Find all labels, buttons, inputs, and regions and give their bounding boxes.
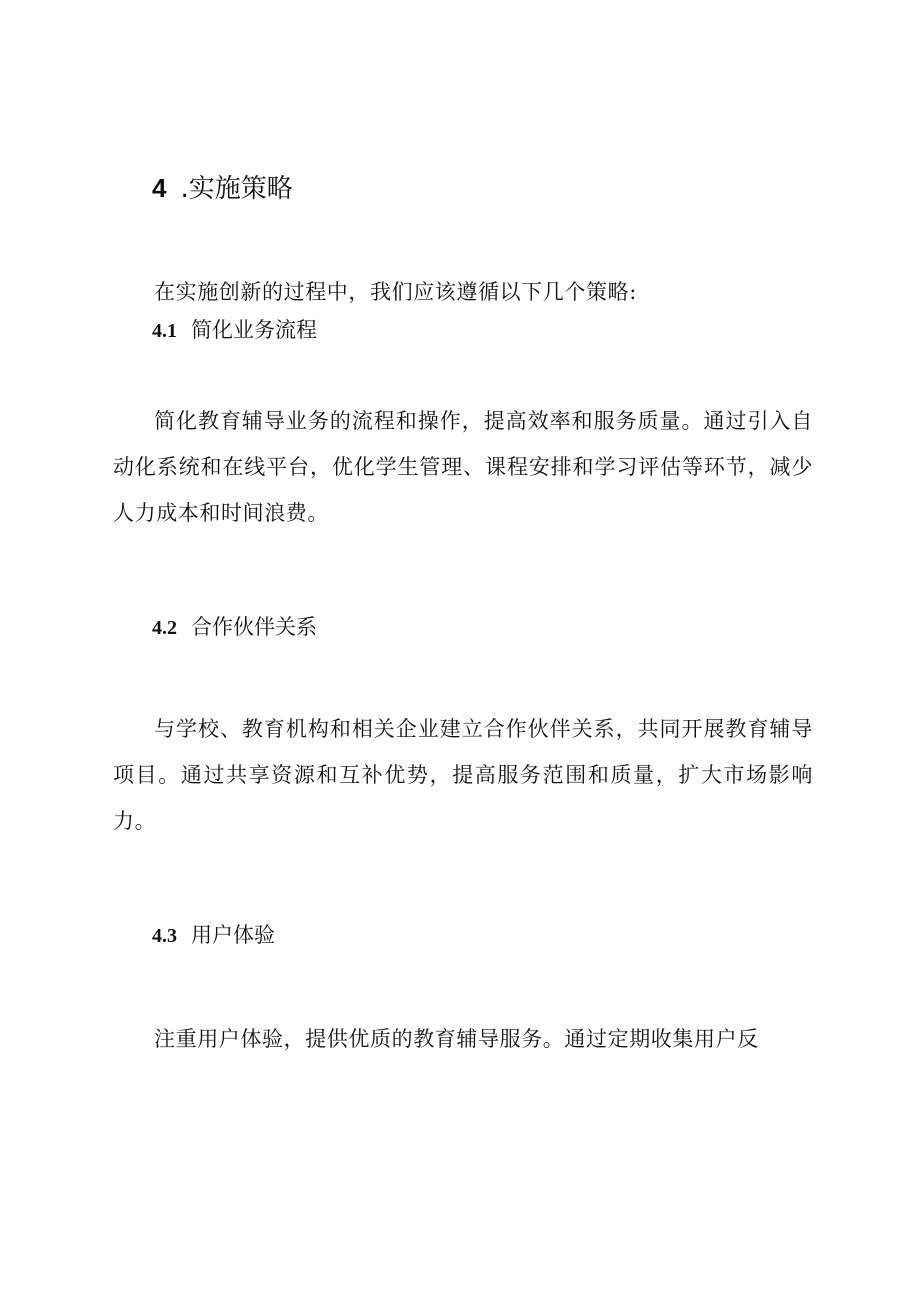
subsection-title: 用户体验 [191, 923, 275, 947]
section-title: .实施策略 [180, 174, 293, 204]
subsection-heading-4-3 [152, 920, 275, 951]
subsection-number: 4.1 [152, 320, 177, 342]
intro-paragraph: 在实施创新的过程中，我们应该遵循以下几个策略: [154, 280, 637, 304]
subsection-number: 4.2 [152, 617, 177, 639]
subsection-number: 4.3 [152, 925, 177, 947]
subsection-title: 简化业务流程 [191, 318, 317, 342]
subsection-body-4-3: 注重用户体验，提供优质的教育辅导服务。通过定期收集用户反 [154, 1027, 759, 1051]
subsection-body-4-2: 与学校、教育机构和相关企业建立合作伙伴关系，共同开展教育辅导项目。通过共享资源和互补优势，提高服务范围和质量，扩大市场影响力。 [113, 717, 813, 833]
subsection-heading-4-1 [152, 315, 317, 346]
section-heading [152, 170, 293, 207]
subsection-heading-4-2 [152, 612, 317, 643]
subsection-title: 合作伙伴关系 [191, 615, 317, 639]
section-number: 4 [152, 173, 167, 203]
subsection-body-4-1: 简化教育辅导业务的流程和操作，提高效率和服务质量。通过引入自动化系统和在线平台，优化学生管理、课程安排和学习评估等环节，减少人力成本和时间浪费。 [113, 409, 813, 525]
